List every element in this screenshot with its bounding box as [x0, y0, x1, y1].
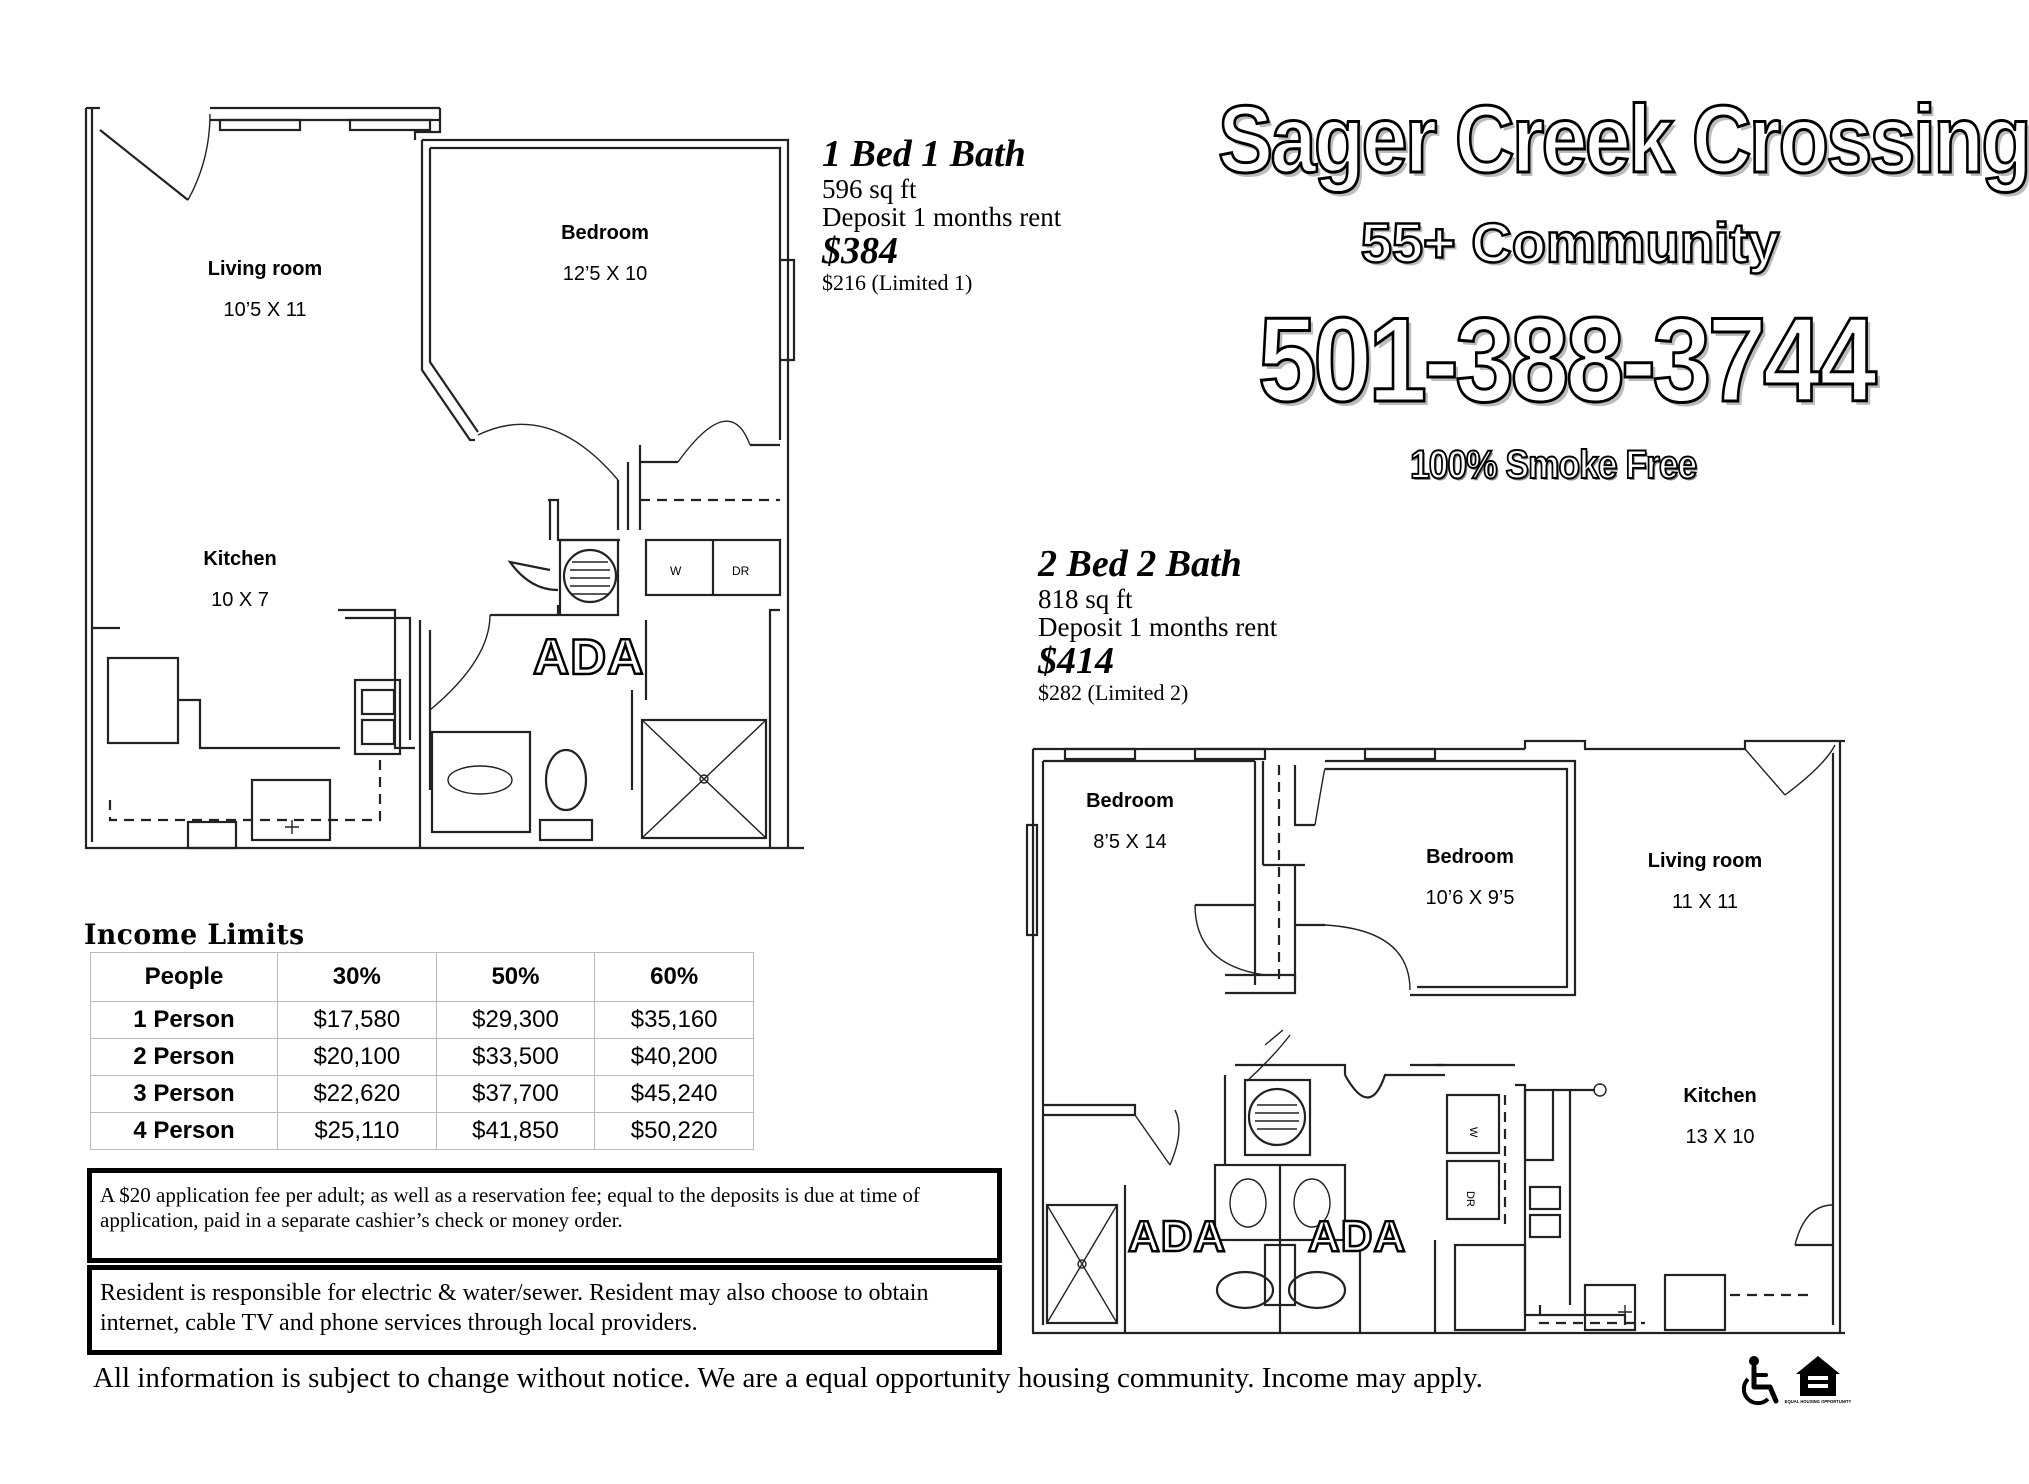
unit-deposit: Deposit 1 months rent [822, 202, 1062, 233]
dryer-label: DR [732, 564, 750, 578]
ada-label: ADA [533, 629, 645, 685]
room-name: Bedroom [561, 222, 649, 244]
table-cell: 1 Person [91, 1002, 278, 1039]
table-cell: $37,700 [436, 1076, 595, 1113]
eho-text: EQUAL HOUSING OPPORTUNITY [1784, 1399, 1852, 1404]
footer-disclaimer: All information is subject to change without notice. We are a equal opportunity housing community. Income may apply. [93, 1362, 1483, 1394]
room-dimensions: 10 X 7 [211, 589, 269, 611]
table-header-row [91, 953, 754, 1002]
room-label [1655, 1085, 1785, 1149]
room-name: Bedroom [1426, 846, 1514, 868]
application-fee-note: A $20 application fee per adult; as well as a reservation fee; equal to the deposits is due at time of application, paid in a separate cashier’s check or money order. [87, 1168, 1002, 1263]
equal-housing-opportunity-icon [1784, 1352, 1852, 1410]
room-label [1625, 850, 1785, 914]
unit-title: 2 Bed 2 Bath [1038, 543, 1242, 585]
dryer-label: DR [1464, 1191, 1476, 1207]
room-dimensions: 11 X 11 [1672, 891, 1738, 913]
table-cell: $25,110 [278, 1113, 437, 1150]
unit-info-1-bed [822, 135, 1142, 295]
room-name: Kitchen [1683, 1085, 1757, 1107]
income-limits-title: Income Limits [84, 918, 305, 951]
room-dimensions: 8’5 X 14 [1093, 831, 1167, 853]
utilities-note: Resident is responsible for electric & water/sewer. Resident may also choose to obtain internet, cable TV and phone services through local providers. [87, 1265, 1002, 1355]
table-cell: $33,500 [436, 1039, 595, 1076]
washer-label: W [1467, 1127, 1479, 1138]
unit-price: $384 [822, 229, 898, 272]
table-cell: $29,300 [436, 1002, 595, 1039]
unit-sqft: 818 sq ft [1038, 583, 1133, 614]
wheelchair-accessibility-icon [1738, 1355, 1786, 1409]
income-limits-table [90, 952, 754, 1150]
table-header: 30% [278, 953, 437, 1002]
unit-limited-price: $282 (Limited 2) [1038, 680, 1189, 706]
room-dimensions: 10’6 X 9’5 [1425, 887, 1515, 909]
room-name: Bedroom [1086, 790, 1174, 812]
room-name: Kitchen [203, 548, 277, 570]
unit-info-2-bed [1038, 545, 1378, 705]
table-cell: $45,240 [595, 1076, 754, 1113]
table-cell: 4 Person [91, 1113, 278, 1150]
unit-price: $414 [1038, 639, 1114, 682]
table-cell: $17,580 [278, 1002, 437, 1039]
table-cell: $50,220 [595, 1113, 754, 1150]
room-label [1060, 790, 1200, 854]
unit-sqft: 596 sq ft [822, 173, 917, 204]
room-name: Living room [207, 258, 323, 280]
table-row [91, 1002, 754, 1039]
room-label [170, 548, 310, 612]
table-row [91, 1039, 754, 1076]
table-cell: $35,160 [595, 1002, 754, 1039]
room-name: Living room [1647, 850, 1763, 872]
ada-label: ADA [1308, 1212, 1407, 1261]
table-header: 60% [595, 953, 754, 1002]
smoke-free-label: 100% Smoke Free [1410, 443, 1697, 487]
phone-number: 501-388-3744 [1258, 293, 1874, 427]
room-label [530, 222, 680, 286]
table-cell: 2 Person [91, 1039, 278, 1076]
table-header: People [91, 953, 278, 1002]
table-cell: $41,850 [436, 1113, 595, 1150]
table-cell: 3 Person [91, 1076, 278, 1113]
table-cell: $22,620 [278, 1076, 437, 1113]
table-row [91, 1076, 754, 1113]
room-dimensions: 12’5 X 10 [562, 263, 648, 285]
washer-label: W [670, 564, 682, 578]
table-header: 50% [436, 953, 595, 1002]
room-dimensions: 13 X 10 [1685, 1126, 1755, 1148]
room-label [1400, 846, 1540, 910]
ada-label: ADA [1128, 1212, 1227, 1261]
community-label: 55+ Community [1360, 211, 1780, 274]
unit-limited-price: $216 (Limited 1) [822, 270, 973, 296]
table-cell: $20,100 [278, 1039, 437, 1076]
room-label [185, 258, 345, 322]
unit-deposit: Deposit 1 months rent [1038, 612, 1278, 643]
property-name: Sager Creek Crossing [1218, 86, 2029, 193]
table-cell: $40,200 [595, 1039, 754, 1076]
table-row [91, 1113, 754, 1150]
room-dimensions: 10’5 X 11 [223, 299, 307, 321]
unit-title: 1 Bed 1 Bath [822, 133, 1026, 175]
floor-plan-1-bed [80, 100, 820, 860]
